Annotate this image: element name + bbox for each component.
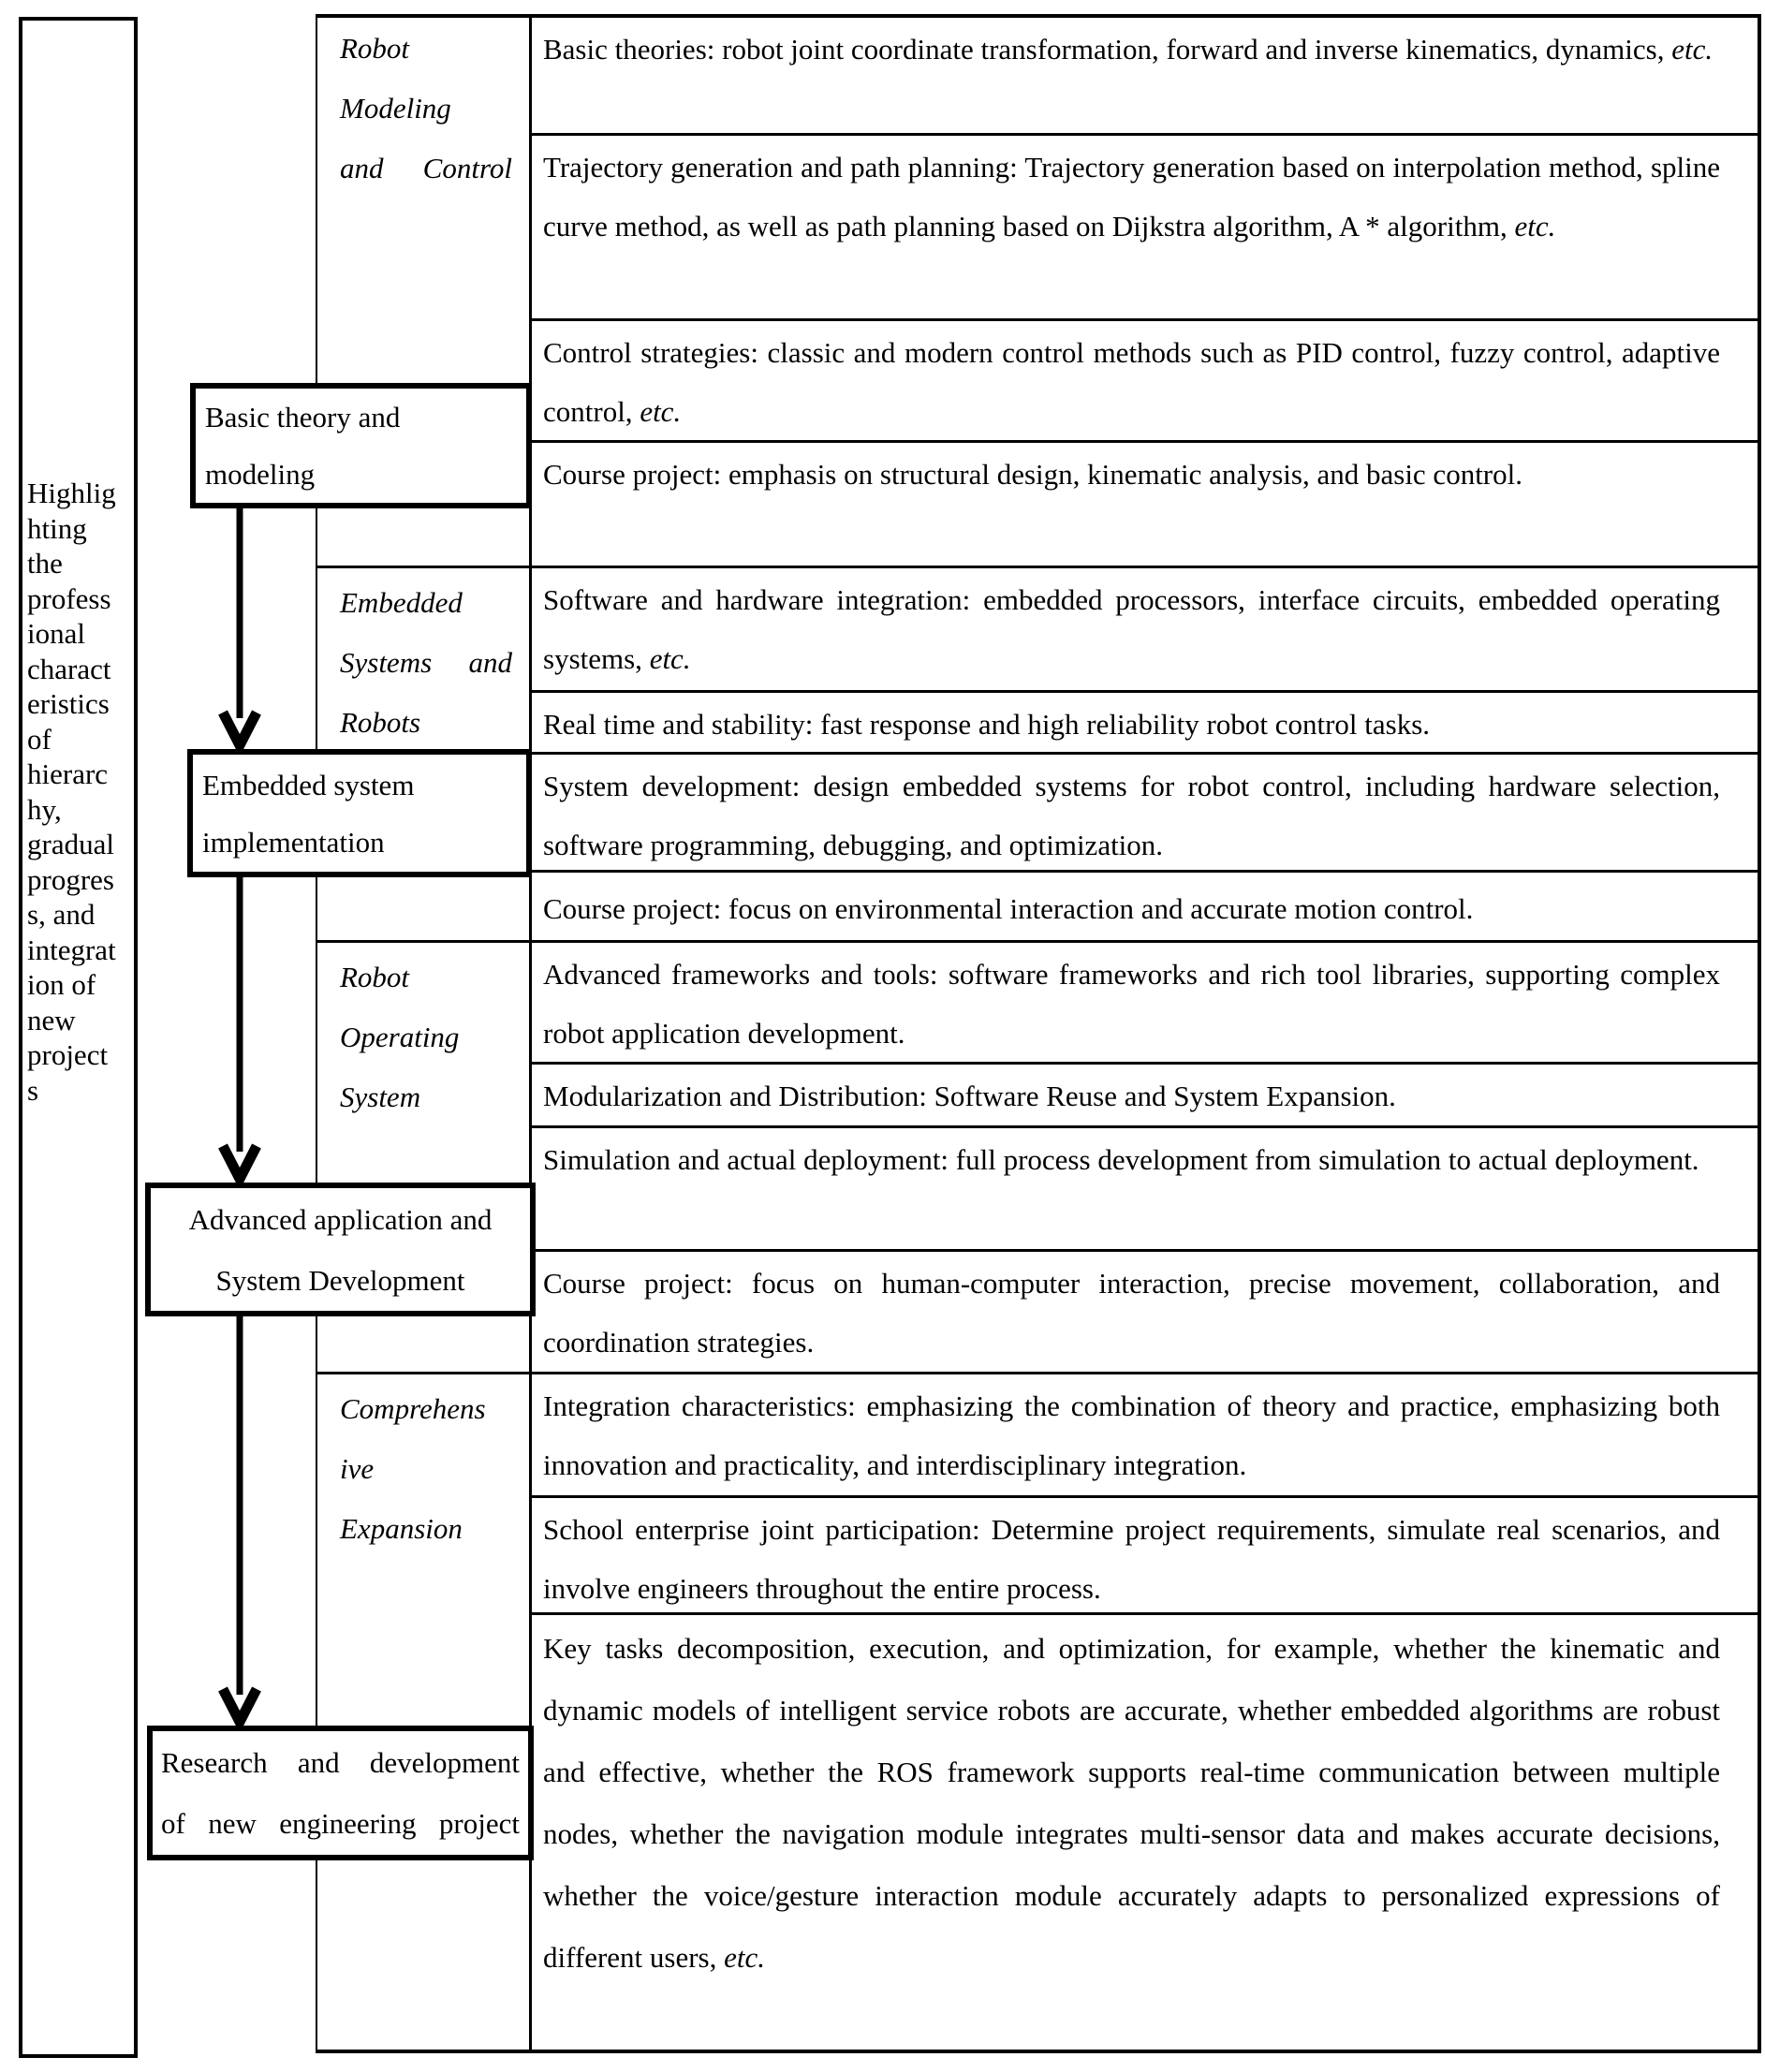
down-arrow-icon <box>212 877 268 1183</box>
course-name: Comprehens ive Expansion <box>340 1392 486 1545</box>
detail-text: School enterprise joint participation: Determine project requirements, simulate real scenarios, and involve engineers throughout the entire process. <box>543 1513 1720 1605</box>
detail-row <box>532 1498 1758 1615</box>
detail-text: Course project: emphasis on structural design, kinematic analysis, and basic control. <box>543 458 1522 491</box>
down-arrow-icon <box>212 508 268 750</box>
detail-text: Real time and stability: fast response and high reliability robot control tasks. <box>543 708 1431 741</box>
course-name: Robot Modeling and Control <box>340 32 512 184</box>
stage-box-research-and-development-of-new-engineering-project: Research and development of new engineering project <box>147 1726 534 1860</box>
detail-row <box>532 755 1758 873</box>
detail-text: Control strategies: classic and modern control methods such as PID control, fuzzy control, adaptive control, <box>543 336 1720 428</box>
course-cell-comprehensive-expansion <box>317 1374 529 2050</box>
detail-column <box>532 18 1758 2050</box>
detail-row <box>532 18 1758 136</box>
detail-text: Modularization and Distribution: Software Reuse and System Expansion. <box>543 1080 1396 1112</box>
detail-text: System development: design embedded systems for robot control, including hardware selection, software programming, debugging, and optimization. <box>543 770 1720 861</box>
detail-row <box>532 1128 1758 1252</box>
detail-row <box>532 1374 1758 1498</box>
detail-text: Trajectory generation and path planning: Trajectory generation based on interpolation method, spline curve method, as well as path planning based on Dijkstra algorithm, A * algorithm, <box>543 151 1720 242</box>
detail-row <box>532 443 1758 568</box>
etc-label: etc. <box>1514 210 1556 242</box>
course-name: Embedded Systems and Robots <box>340 586 512 739</box>
detail-text: Key tasks decomposition, execution, and optimization, for example, whether the kinematic and dynamic models of intelligent service robots are accurate, whether embedded algorithms are robust and effective, whether the ROS framework supports real-time communication between multiple nodes, whether the navigation module integrates multi-sensor data and makes accurate decisions, whether the voice/gesture interaction module accurately adapts to personalized expressions of different users, <box>543 1632 1720 1974</box>
course-name: Robot Operating System <box>340 961 460 1113</box>
left-banner <box>19 17 138 2058</box>
detail-text: Integration characteristics: emphasizing the combination of theory and practice, emphasizing both innovation and practicality, and interdisciplinary integration. <box>543 1389 1720 1481</box>
down-arrow-icon <box>212 1316 268 1727</box>
detail-row <box>532 1252 1758 1374</box>
left-banner-text: Highlig hting the profess ional charact eristics of hierarc hy, gradual progres s, and integrat ion of new project s <box>27 477 116 1107</box>
stage-box-advanced-application-and-system-development: Advanced application and System Development <box>145 1183 536 1316</box>
detail-text: Advanced frameworks and tools: software frameworks and rich tool libraries, supporting complex robot application development. <box>543 958 1720 1050</box>
detail-text: Simulation and actual deployment: full process development from simulation to actual deployment. <box>543 1143 1699 1176</box>
etc-label: etc. <box>640 395 682 428</box>
detail-row <box>532 1065 1758 1128</box>
detail-text: Basic theories: robot joint coordinate transformation, forward and inverse kinematics, dynamics, <box>543 33 1672 66</box>
detail-row <box>532 568 1758 693</box>
detail-text: Course project: focus on environmental interaction and accurate motion control. <box>543 892 1474 925</box>
detail-row <box>532 1615 1758 2050</box>
stage-box-embedded-system-implementation: Embedded system implementation <box>187 749 532 877</box>
detail-text: Course project: focus on human-computer interaction, precise movement, collaboration, and coordination strategies. <box>543 1267 1720 1359</box>
etc-label: etc. <box>649 642 691 675</box>
detail-row <box>532 943 1758 1065</box>
etc-label: etc. <box>724 1941 766 1974</box>
detail-row <box>532 873 1758 943</box>
detail-row <box>532 321 1758 443</box>
detail-row <box>532 693 1758 755</box>
stage-box-basic-theory-and-modeling: Basic theory and modeling <box>190 383 532 508</box>
etc-label: etc. <box>1671 33 1714 66</box>
detail-text: Software and hardware integration: embedded processors, interface circuits, embedded operating systems, <box>543 583 1720 675</box>
detail-row <box>532 136 1758 321</box>
